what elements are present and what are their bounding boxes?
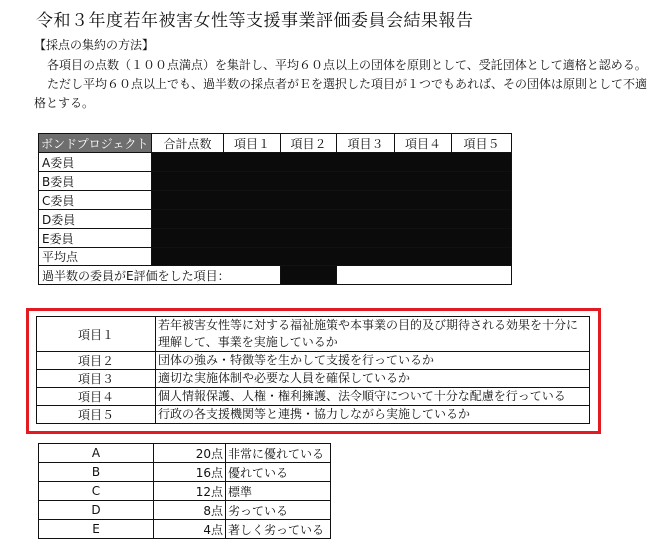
table-row xyxy=(39,153,512,172)
item-name: 項目３ xyxy=(37,370,156,388)
table-row xyxy=(39,248,512,266)
grade-letter: A xyxy=(39,444,154,463)
grade-points: 16点 xyxy=(154,463,226,482)
table-row xyxy=(37,317,590,352)
page-title: 令和３年度若年被害女性等支援事業評価委員会結果報告 xyxy=(36,11,474,31)
table-row xyxy=(37,370,590,388)
method-paragraph-1: 各項目の点数（１００点満点）を集計し、平均６０点以上の団体を原則として、受託団体として適格と認める。 xyxy=(47,58,647,72)
score-table xyxy=(38,133,512,285)
row-label: A委員 xyxy=(39,153,152,172)
column-header: 項目４ xyxy=(395,134,452,153)
grade-points: 4点 xyxy=(154,520,226,539)
column-header: 項目２ xyxy=(281,134,337,153)
item-description: 団体の強み・特徴等を生かして支援を行っているか xyxy=(156,352,590,370)
method-heading: 【採点の集約の方法】 xyxy=(34,38,155,52)
item-description: 個人情報保護、人権・権利擁護、法令順守について十分な配慮を行っている xyxy=(156,388,590,406)
grade-meaning: 優れている xyxy=(226,463,331,482)
table-row xyxy=(39,444,331,463)
column-header: 項目３ xyxy=(337,134,395,153)
redacted-cell xyxy=(281,266,337,285)
redacted-cells xyxy=(152,172,512,191)
grade-meaning: 標準 xyxy=(226,482,331,501)
grade-table xyxy=(38,443,331,539)
grade-letter: E xyxy=(39,520,154,539)
item-name: 項目２ xyxy=(37,352,156,370)
table-row xyxy=(39,191,512,210)
redacted-cells xyxy=(152,248,512,266)
grade-meaning: 劣っている xyxy=(226,501,331,520)
grade-letter: B xyxy=(39,463,154,482)
item-name: 項目１ xyxy=(37,317,156,352)
grade-letter: C xyxy=(39,482,154,501)
item-name: 項目５ xyxy=(37,406,156,424)
column-header: 項目１ xyxy=(224,134,281,153)
table-row xyxy=(39,463,331,482)
table-row xyxy=(37,352,590,370)
table-row xyxy=(39,172,512,191)
item-description: 若年被害女性等に対する福祉施策や本事業の目的及び期待される効果を十分に理解して、事業を実施しているか xyxy=(156,317,590,352)
majority-row xyxy=(39,266,512,285)
row-label: D委員 xyxy=(39,210,152,229)
item-description: 行政の各支援機関等と連携・協力しながら実施しているか xyxy=(156,406,590,424)
item-name: 項目４ xyxy=(37,388,156,406)
row-label: 平均点 xyxy=(39,248,152,266)
grade-points: 8点 xyxy=(154,501,226,520)
table-row xyxy=(39,229,512,248)
table-row xyxy=(39,210,512,229)
table-row xyxy=(39,501,331,520)
row-label: B委員 xyxy=(39,172,152,191)
grade-meaning: 著しく劣っている xyxy=(226,520,331,539)
redacted-cells xyxy=(152,210,512,229)
redacted-cells xyxy=(152,191,512,210)
row-label: E委員 xyxy=(39,229,152,248)
item-description: 適切な実施体制や必要な人員を確保しているか xyxy=(156,370,590,388)
grade-points: 20点 xyxy=(154,444,226,463)
method-paragraph-2: ただし平均６０点以上でも、過半数の採点者がＥを選択した項目が１つでもあれば、その団体は原則として不適格とする。 xyxy=(34,77,648,110)
grade-letter: D xyxy=(39,501,154,520)
grade-meaning: 非常に優れている xyxy=(226,444,331,463)
items-table xyxy=(36,316,590,424)
table-row xyxy=(37,406,590,424)
majority-label: 過半数の委員がE評価をした項目： xyxy=(39,266,281,285)
redacted-cells xyxy=(152,229,512,248)
majority-value-cell xyxy=(337,266,512,285)
column-header: 項目５ xyxy=(452,134,512,153)
redacted-cells xyxy=(152,153,512,172)
organization-name: ボンドプロジェクト xyxy=(39,134,152,153)
table-row xyxy=(37,388,590,406)
table-row xyxy=(39,520,331,539)
table-row xyxy=(39,482,331,501)
row-label: C委員 xyxy=(39,191,152,210)
grade-points: 12点 xyxy=(154,482,226,501)
column-header: 合計点数 xyxy=(152,134,224,153)
score-header-row xyxy=(39,134,512,153)
